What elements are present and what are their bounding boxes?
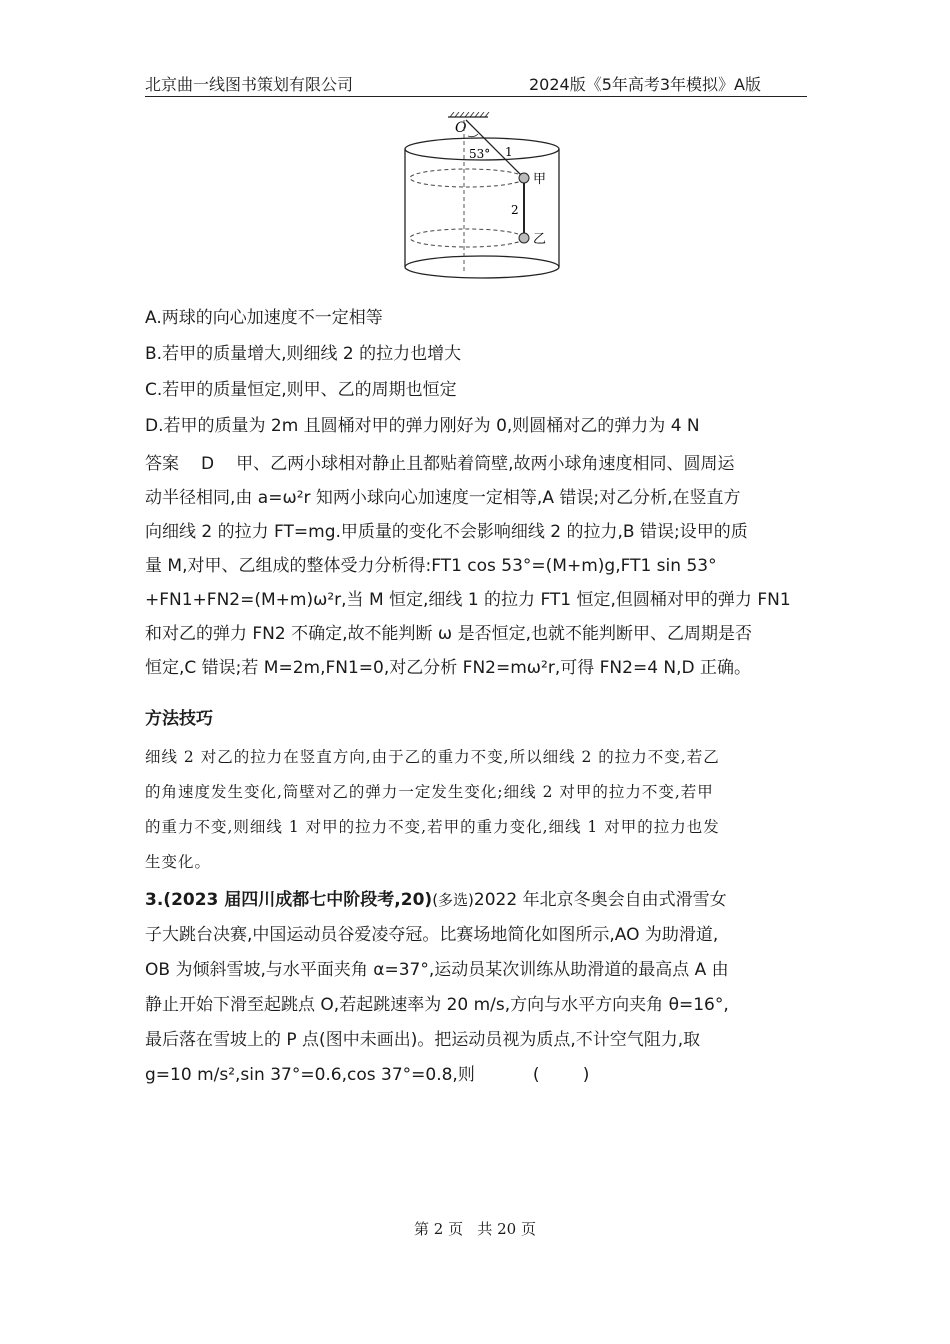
orbit-jia — [410, 169, 524, 187]
question-line — [145, 1058, 810, 1093]
question-line: 子大跳台决赛,中国运动员谷爱凌夺冠。比赛场地简化如图所示,AO 为助滑道, — [145, 925, 719, 945]
question-type: (多选) — [432, 891, 474, 909]
method-tip — [145, 740, 810, 880]
answer-line: 量 M,对甲、乙组成的整体受力分析得:FT1 cos 53°=(M+m)g,FT1 sin 53° — [145, 556, 717, 576]
option-b: B.若甲的质量增大,则细线 2 的拉力也增大 — [145, 344, 462, 364]
option-a: A.两球的向心加速度不一定相等 — [145, 308, 383, 328]
method-tip-title: 方法技巧 — [145, 709, 213, 729]
orbit-yi — [410, 229, 524, 247]
label-thread-1: 1 — [505, 145, 513, 159]
page-footer: 第 2 页 共 20 页 — [413, 1220, 536, 1238]
tip-line: 的重力不变,则细线 1 对甲的拉力不变,若甲的重力变化,细线 1 对甲的拉力也发 — [145, 818, 720, 836]
question-line — [145, 883, 810, 918]
option-d: D.若甲的质量为 2m 且圆桶对甲的弹力刚好为 0,则圆桶对乙的弹力为 4 N — [145, 416, 700, 436]
answer-line: +FN1+FN2=(M+m)ω²r,当 M 恒定,细线 1 的拉力 FT1 恒定,但圆桶对甲的弹力 FN1 — [145, 590, 791, 610]
answer-block — [145, 447, 810, 685]
question-3 — [145, 883, 810, 1093]
label-o: O — [455, 120, 467, 136]
answer-label: 答案 — [145, 454, 179, 474]
cylinder-figure — [400, 112, 560, 282]
answer-choice: D — [201, 454, 215, 474]
answer-line — [145, 447, 810, 481]
answer-blank: ( ) — [532, 1065, 590, 1085]
label-thread-2: 2 — [511, 203, 519, 217]
question-number: 3. — [145, 890, 164, 910]
answer-line: 动半径相同,由 a=ω²r 知两小球向心加速度一定相等,A 错误;对乙分析,在竖直方 — [145, 488, 741, 508]
label-angle: 53° — [469, 147, 491, 161]
question-text: 2022 年北京冬奥会自由式滑雪女 — [473, 890, 727, 910]
option-c: C.若甲的质量恒定,则甲、乙的周期也恒定 — [145, 380, 457, 400]
option-list — [145, 300, 810, 444]
question-text: g=10 m/s²,sin 37°=0.6,cos 37°=0.8,则 — [145, 1065, 475, 1085]
answer-line: 恒定,C 错误;若 M=2m,FN1=0,对乙分析 FN2=mω²r,可得 FN2=4 N,D 正确。 — [145, 658, 752, 678]
ceiling-hatch — [450, 112, 489, 117]
answer-text: 甲、乙两小球相对静止且都贴着筒壁,故两小球角速度相同、圆周运 — [236, 454, 735, 474]
tip-line: 细线 2 对乙的拉力在竖直方向,由于乙的重力不变,所以细线 2 的拉力不变,若乙 — [145, 748, 720, 766]
label-jia: 甲 — [533, 172, 547, 187]
header-book-title: 2024版《5年高考3年模拟》A版 — [528, 75, 761, 94]
tip-line: 生变化。 — [145, 853, 212, 871]
ball-yi — [519, 233, 529, 243]
question-line: 最后落在雪坡上的 P 点(图中未画出)。把运动员视为质点,不计空气阻力,取 — [145, 1030, 701, 1050]
tip-line: 的角速度发生变化,筒壁对乙的弹力一定发生变化;细线 2 对甲的拉力不变,若甲 — [145, 783, 714, 801]
answer-line: 向细线 2 的拉力 FT=mg.甲质量的变化不会影响细线 2 的拉力,B 错误;设甲的质 — [145, 522, 748, 542]
question-line: 静止开始下滑至起跳点 O,若起跳速率为 20 m/s,方向与水平方向夹角 θ=16°, — [145, 995, 729, 1015]
page-header — [145, 70, 807, 97]
question-source: (2023 届四川成都七中阶段考,20) — [163, 890, 433, 910]
cylinder-bottom — [405, 256, 559, 278]
label-yi: 乙 — [533, 232, 547, 247]
question-line: OB 为倾斜雪坡,与水平面夹角 α=37°,运动员某次训练从助滑道的最高点 A 由 — [145, 960, 729, 980]
ball-jia — [519, 173, 529, 183]
answer-line: 和对乙的弹力 FN2 不确定,故不能判断 ω 是否恒定,也就不能判断甲、乙周期是否 — [145, 624, 752, 644]
header-publisher: 北京曲一线图书策划有限公司 — [145, 75, 354, 94]
